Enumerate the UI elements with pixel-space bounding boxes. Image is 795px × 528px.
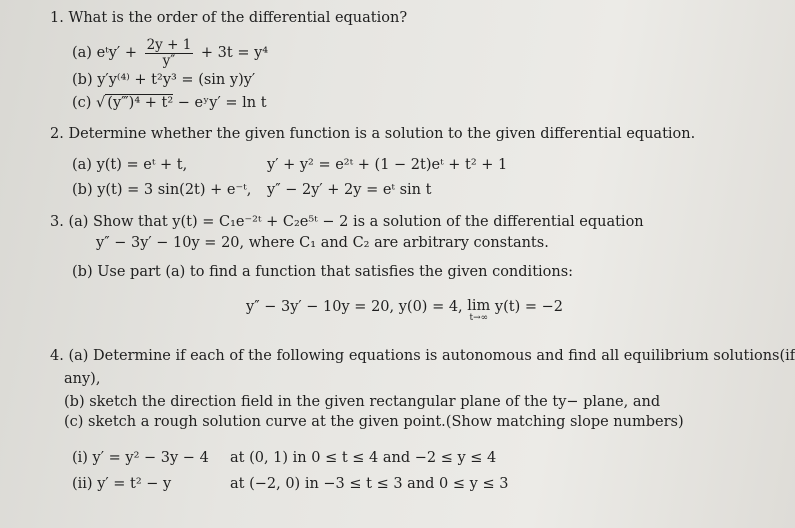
q1-c-label: (c) [72, 95, 92, 111]
q2-b-function: (b) y(t) = 3 sin(2t) + e⁻ᵗ, [72, 182, 252, 198]
q1-c-radicand: (y‴)⁴ + t² [107, 95, 174, 111]
q1-a-left: eᵗy′ + [96, 45, 137, 61]
q1-part-c [72, 94, 267, 112]
q2-a-function: (a) y(t) = eᵗ + t, [72, 157, 188, 173]
q3-b-line: (b) Use part (a) to find a function that satisfies the given conditions: [72, 264, 574, 280]
q1-part-b: (b) y′y⁽⁴⁾ + t²y³ = (sin y)y′ [72, 72, 256, 88]
q4-i-condition: at (0, 1) in 0 ≤ t ≤ 4 and −2 ≤ y ≤ 4 [230, 450, 497, 466]
q1-a-right: + 3t = y⁴ [200, 45, 269, 61]
q2-b-equation: y″ − 2y′ + 2y = eᵗ sin t [267, 182, 432, 198]
q4-line4: (c) sketch a rough solution curve at the given point.(Show matching slope numbers) [64, 414, 684, 430]
sqrt-symbol: √ [96, 95, 106, 111]
q2-a-equation: y′ + y² = e²ᵗ + (1 − 2t)eᵗ + t² + 1 [267, 157, 508, 173]
q1-stem: 1. What is the order of the differential equation? [50, 10, 408, 26]
q4-i-equation: (i) y′ = y² − 3y − 4 [72, 450, 209, 466]
q3-lim-word: lim [467, 298, 491, 314]
q1-a-fraction [145, 38, 194, 69]
q3-a-line1: 3. (a) Show that y(t) = C₁e⁻²ᵗ + C₂e⁵ᵗ − 2 is a solution of the differential equation [50, 214, 644, 230]
q1-a-label: (a) [72, 45, 92, 61]
q4-ii-condition: at (−2, 0) in −3 ≤ t ≤ 3 and 0 ≤ y ≤ 3 [230, 476, 509, 492]
q3-lim-rest: y(t) = −2 [494, 299, 563, 315]
q1-part-a [72, 36, 268, 70]
q3-lim-subscript: t→∞ [469, 313, 489, 323]
q1-a-numerator: 2y + 1 [146, 36, 192, 53]
q3-cond-equation: y″ − 3y′ − 10y = 20, y(0) = 4, [246, 299, 463, 315]
q4-line3: (b) sketch the direction field in the given rectangular plane of the ty− plane, and [64, 394, 661, 410]
q4-line2: any), [64, 371, 101, 387]
q4-line1: 4. (a) Determine if each of the following equations is autonomous and find all equilibrium solutions(if [50, 348, 795, 364]
q1-a-denominator: y″ [162, 52, 176, 69]
q3-a-line2: y″ − 3y′ − 10y = 20, where C₁ and C₂ are arbitrary constants. [96, 235, 549, 251]
q1-c-rest: − eʸy′ = ln t [177, 95, 267, 111]
q3-limit [467, 298, 490, 323]
q4-ii-equation: (ii) y′ = t² − y [72, 476, 172, 492]
q2-stem: 2. Determine whether the given function is a solution to the given differential equation. [50, 126, 696, 142]
q3-conditions [246, 298, 563, 323]
